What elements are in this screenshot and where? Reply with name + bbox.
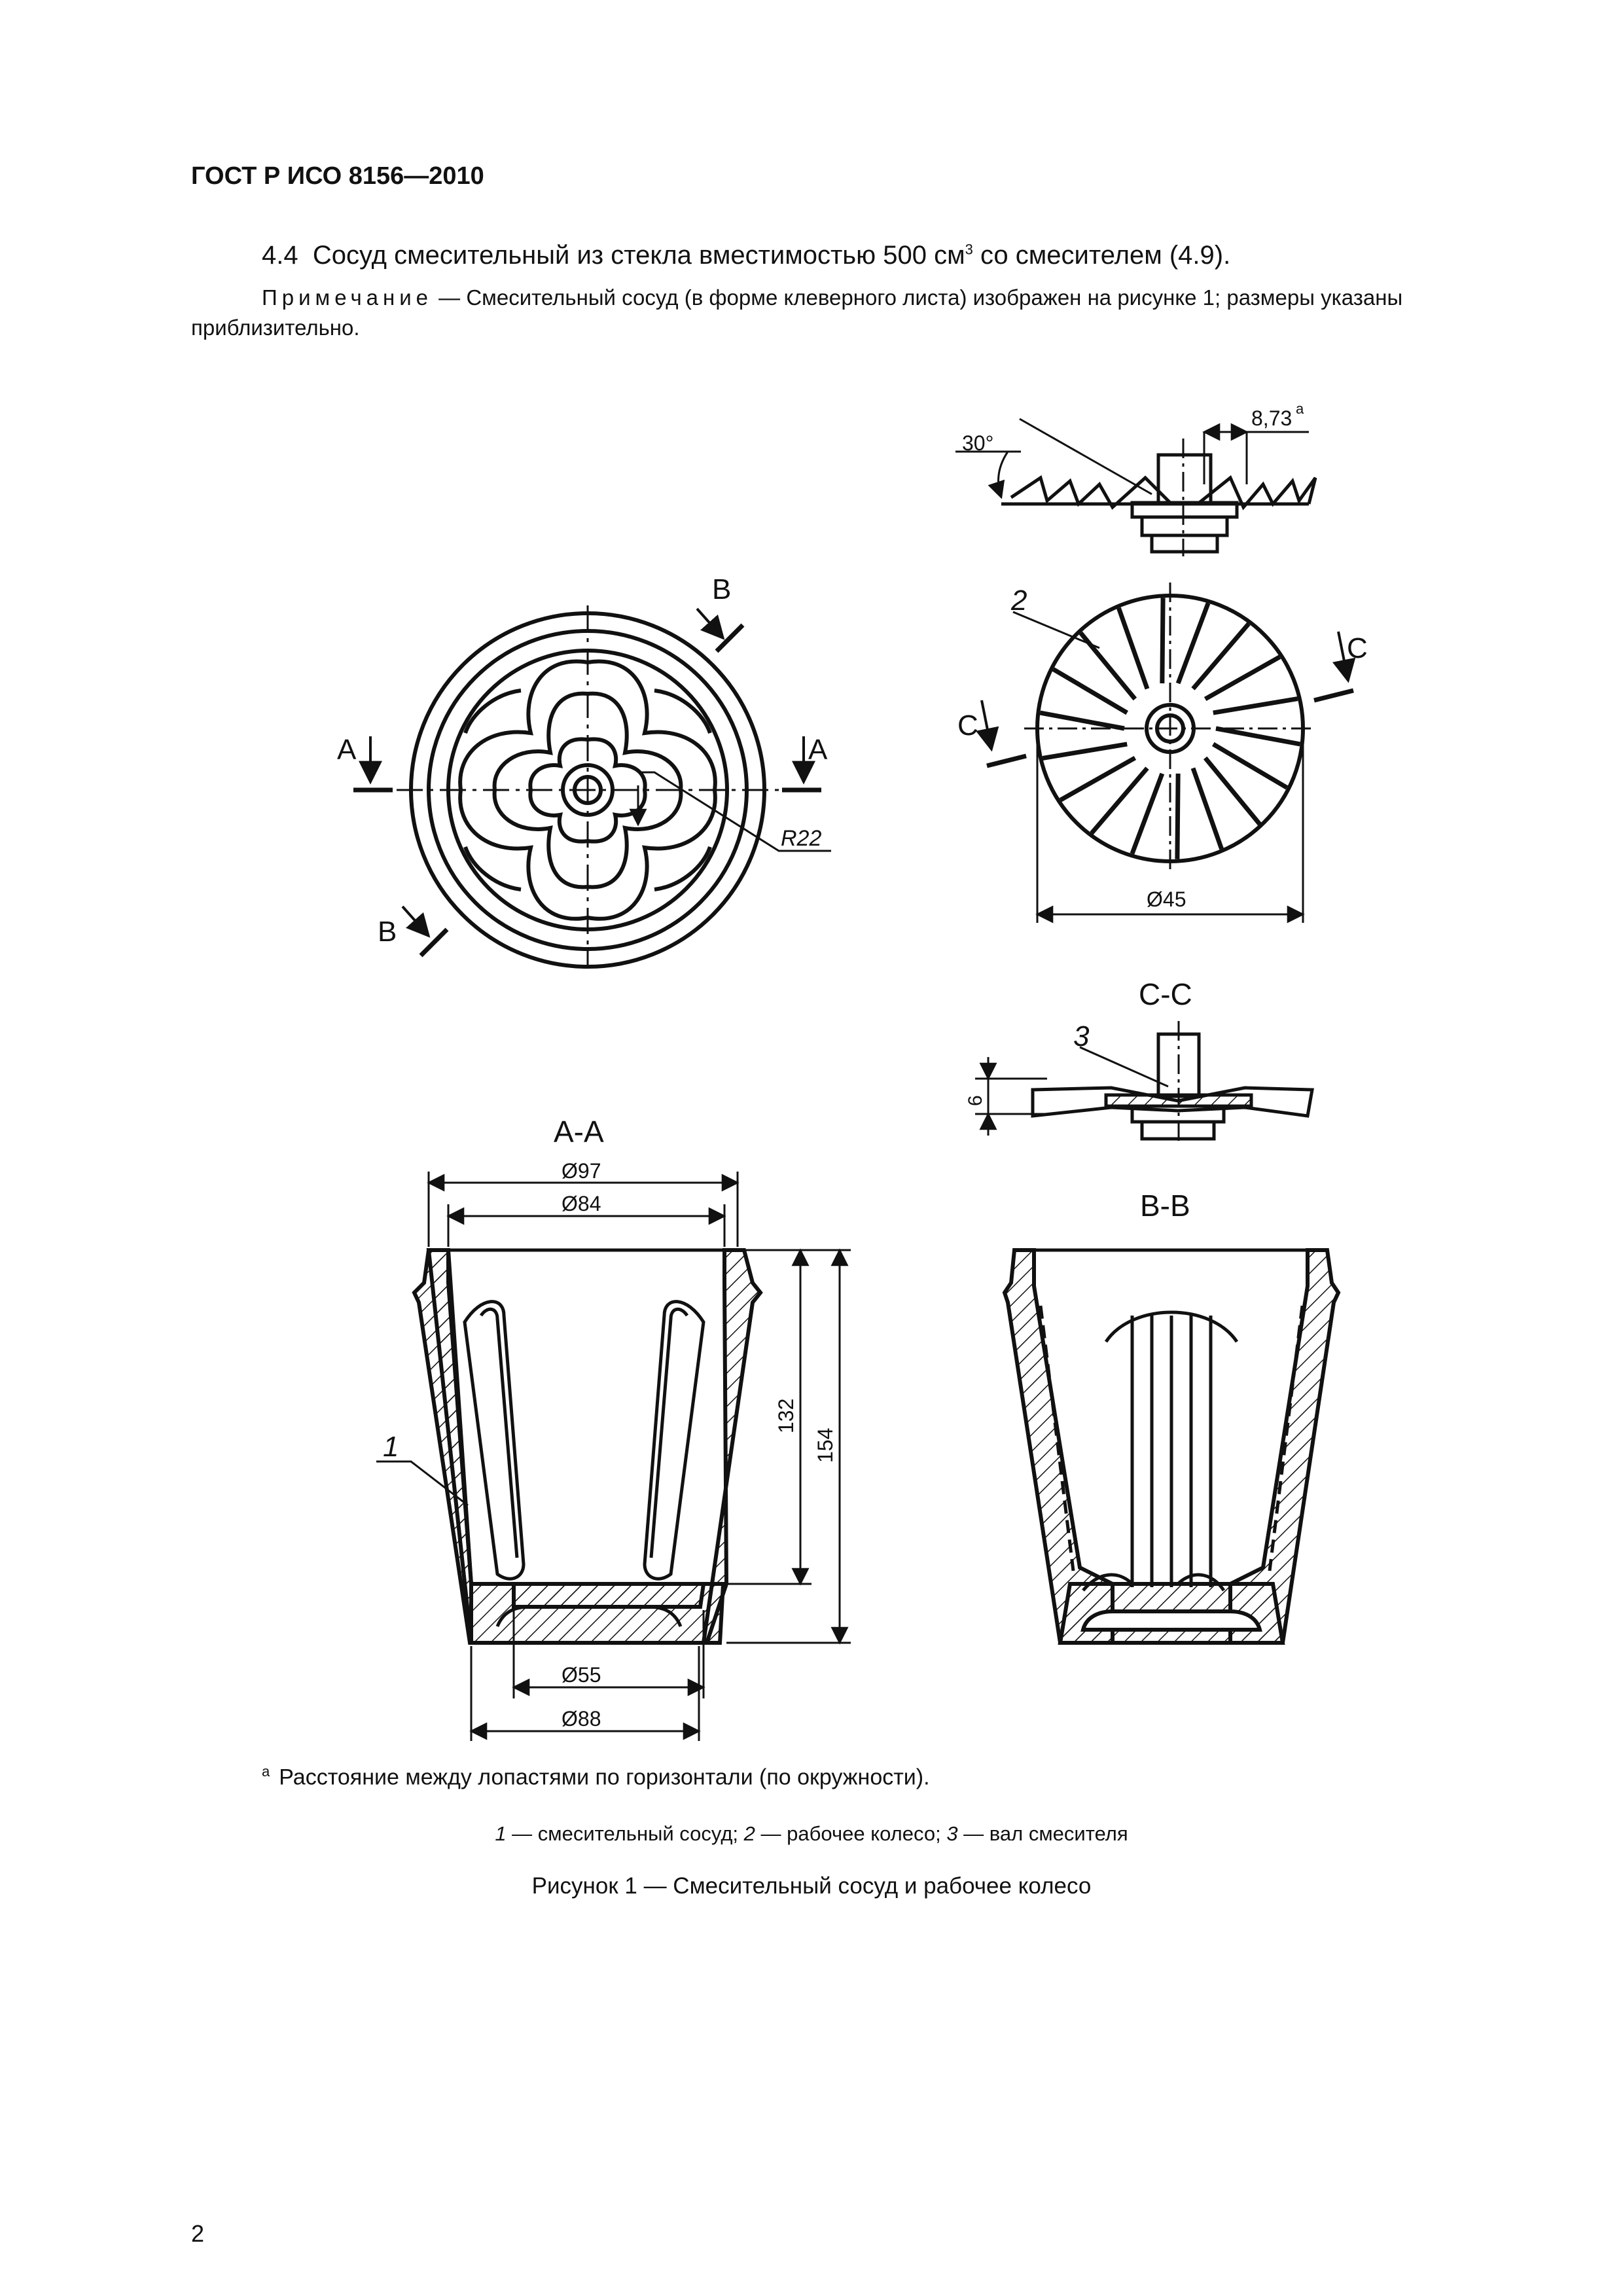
- legend-t3: — вал смесителя: [957, 1822, 1128, 1845]
- clause-text: Сосуд смесительный из стекла вместимостью 500 см: [312, 241, 965, 270]
- impeller-blade: [1193, 768, 1222, 849]
- item-2-label: 2: [1011, 584, 1027, 617]
- d45-label: Ø45: [1147, 888, 1186, 911]
- footnote-text: Расстояние между лопастями по горизонтали (по окружности).: [279, 1765, 930, 1790]
- impeller-centerlines: [1024, 583, 1315, 874]
- section-c-right: C: [1347, 632, 1368, 664]
- view-aa-title: A-A: [554, 1115, 604, 1149]
- figure-legend: [0, 1822, 1623, 1846]
- section-b-top: B: [712, 573, 732, 605]
- legend-n2: 2: [743, 1822, 755, 1845]
- h154-label: 154: [813, 1427, 837, 1463]
- item-3-label: 3: [1073, 1020, 1090, 1052]
- h132-label: 132: [774, 1398, 798, 1433]
- impeller-side-view: [955, 419, 1315, 556]
- view-cc-title: C-C: [1139, 977, 1192, 1011]
- section-aa-inner: [448, 1250, 724, 1626]
- note-label: Примечание: [262, 285, 433, 310]
- view-bb-title: B-B: [1140, 1189, 1190, 1223]
- impeller-blade: [1043, 744, 1127, 758]
- section-a-left: A: [337, 734, 357, 766]
- clause-text-end: со смесителем (4.9).: [972, 241, 1231, 270]
- impeller-blade: [1162, 598, 1163, 683]
- impeller-blade: [1132, 774, 1162, 853]
- note-text: — Смесительный сосуд (в форме клеверного листа) изображен на рисунке 1; размеры указаны приблизительно.: [191, 285, 1403, 340]
- section-aa: [414, 1250, 760, 1643]
- impeller-blade: [1178, 603, 1208, 683]
- radius-label: R22: [781, 826, 822, 851]
- document-header: ГОСТ Р ИСО 8156—2010: [191, 162, 484, 190]
- impeller-blade: [1213, 699, 1298, 713]
- section-b-bottom: B: [378, 916, 397, 948]
- d88-label: Ø88: [562, 1707, 601, 1731]
- figure-footnote: [262, 1763, 930, 1790]
- section-c-left: C: [957, 709, 978, 742]
- impeller-blade: [1118, 608, 1147, 689]
- blade-gap-label: 8,73: [1251, 406, 1293, 430]
- angle-label: 30°: [962, 431, 994, 455]
- clause-sup: 3: [965, 241, 973, 258]
- impeller-blade: [1216, 728, 1300, 744]
- figure-caption: Рисунок 1 — Смесительный сосуд и рабочее колесо: [531, 1873, 1092, 1899]
- legend-n1: 1: [495, 1822, 507, 1845]
- d55-label: Ø55: [562, 1663, 601, 1687]
- impeller-blade: [1040, 713, 1124, 728]
- item2-leader: [1013, 612, 1099, 648]
- item3-leader: [1080, 1047, 1168, 1086]
- h6-label: 6: [965, 1095, 986, 1106]
- clause-number: 4.4: [262, 241, 298, 270]
- blade-gap-sup: a: [1296, 401, 1304, 417]
- d97-label: Ø97: [562, 1159, 601, 1183]
- d84-label: Ø84: [562, 1192, 601, 1215]
- legend-t1: — смесительный сосуд;: [506, 1822, 744, 1845]
- vessel-centerlines: [353, 605, 821, 969]
- section-a-right: A: [808, 734, 828, 766]
- item-1-label: 1: [383, 1431, 399, 1463]
- page-number: 2: [191, 2220, 205, 2247]
- footnote-mark: a: [262, 1763, 270, 1780]
- legend-n3: 3: [946, 1822, 958, 1845]
- impeller-blade: [1177, 774, 1178, 859]
- legend-t2: — рабочее колесо;: [755, 1822, 947, 1845]
